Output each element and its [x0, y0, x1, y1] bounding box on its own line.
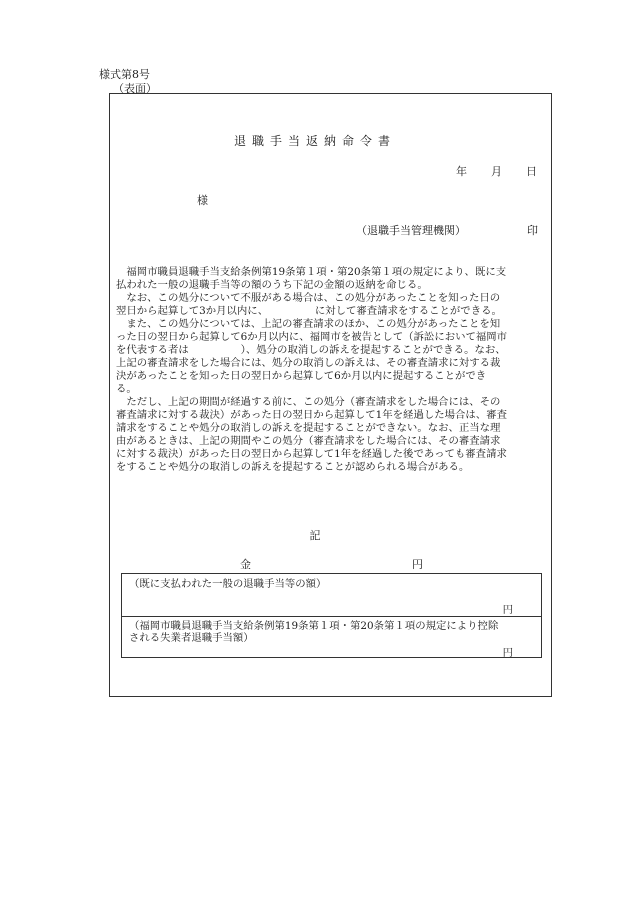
body-line: に対する裁決）があった日の翌日から起算して1年を経過した後であっても審査請求 [116, 448, 507, 460]
body-line: 払われた一般の退職手当等の額のうち下記の金額の返納を命じる。 [116, 279, 428, 291]
body-line: 請求をすることや処分の取消しの訴えを提起することができない。なお、正当な理 [116, 422, 501, 434]
date-day: 日 [526, 165, 537, 178]
body-line: る。 [116, 383, 137, 395]
row1-yen-unit: 円 [502, 604, 513, 616]
form-number: 様式第8号 [99, 68, 150, 81]
seal-mark: 印 [527, 224, 538, 237]
row2-label-line1: （福岡市職員退職手当支給条例第19条第１項・第20条第１項の規定により控除 [129, 620, 499, 632]
table-row [122, 574, 541, 617]
amount-breakdown-table [121, 573, 542, 658]
side-label: （表面） [113, 82, 157, 95]
row2-label-line2: される失業者退職手当額） [129, 632, 254, 644]
body-line: 決があったことを知った日の翌日から起算して6か月以内に提起することができ [116, 370, 487, 382]
body-line: を代表する者は ）、処分の取消しの訴えを提起することができる。なお、 [116, 344, 506, 356]
body-line: ただし、上記の期間が経過する前に、この処分（審査請求をした場合には、その [116, 396, 501, 408]
amount-yen-unit: 円 [412, 558, 423, 571]
body-line: 福岡市職員退職手当支給条例第19条第１項・第20条第１項の規定により、既に支 [116, 266, 507, 278]
ki-heading: 記 [309, 529, 321, 542]
body-line: った日の翌日から起算して6か月以内に、福岡市を被告として（訴訟において福岡市 [116, 331, 508, 343]
body-text [116, 266, 544, 474]
issuer-label: （退職手当管理機関） [356, 224, 466, 237]
date-year: 年 [456, 165, 467, 178]
body-line: 審査請求に対する裁決）があった日の翌日から起算して1年を経過した場合は、審査 [116, 409, 507, 421]
row1-label: （既に支払われた一般の退職手当等の額） [129, 578, 327, 590]
addressee-suffix: 様 [197, 194, 208, 207]
date-month: 月 [491, 165, 502, 178]
body-line: をすることや処分の取消しの訴えを提起することが認められる場合がある。 [116, 461, 470, 473]
body-line: また、この処分については、上記の審査請求のほか、この処分があったことを知 [116, 318, 501, 330]
body-line: なお、この処分について不服がある場合は、この処分があったことを知った日の [116, 292, 501, 304]
document-title: 退職手当返納命令書 [233, 134, 396, 148]
body-line: 上記の審査請求をした場合には、処分の取消しの訴えは、その審査請求に対する裁 [116, 357, 501, 369]
table-row [122, 617, 541, 659]
body-line: 翌日から起算して3か月以内に、 に対して審査請求をすることができる。 [116, 305, 502, 317]
body-line: 由があるときは、上記の期間やこの処分（審査請求をした場合には、その審査請求 [116, 435, 501, 447]
row2-yen-unit: 円 [502, 647, 513, 659]
amount-label: 金 [240, 558, 251, 571]
